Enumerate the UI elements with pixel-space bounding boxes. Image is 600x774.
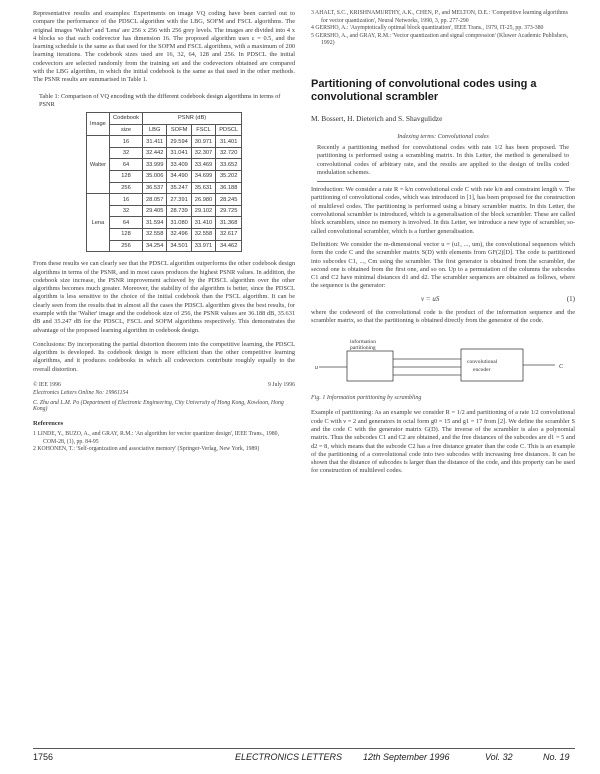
- size-cell: 16: [110, 136, 143, 148]
- size-cell: 32: [110, 205, 143, 217]
- reference-item: 3 AHALT, S.C., KRISHNAMURTHY, A.K., CHEN, P., and MELTON, D.E.: 'Competitive learning algorithms for vector quantization', Neural Networks, 1990, 3, pp. 277-290: [311, 10, 568, 24]
- left-column: [33, 10, 295, 454]
- value-cell: 32.442: [142, 147, 166, 159]
- reference-item: 1 LINDE, Y., BUZO, A., and GRAY, R.M.: 'An algorithm for vector quantizer design', IEEE Trans., 1980, COM-28, (1), pp. 84-95: [33, 431, 280, 445]
- value-cell: 32.307: [191, 147, 215, 159]
- issue-number: No. 19: [543, 752, 570, 762]
- image-name-lena: Lena: [86, 194, 109, 252]
- table-row: [86, 194, 241, 206]
- value-cell: 29.405: [142, 205, 166, 217]
- value-cell: 28.739: [167, 205, 191, 217]
- table-row: [86, 159, 241, 171]
- page-footer: [33, 748, 575, 763]
- abstract: Recently a partitioning method for convolutional codes with rate 1/2 has been proposed. The partitioning is performed using a scrambling matrix. In this Letter, the method is generalised to convolutional codes of arbitrary rate, and the results are applied to the design of trellis coded modulation schemes.: [317, 143, 569, 176]
- reference-item: 2 KOHONEN, T.: 'Self-organization and associative memory' (Springer-Verlag, New York, 1989): [33, 446, 260, 453]
- value-cell: 36.537: [142, 182, 166, 194]
- size-cell: 256: [110, 182, 143, 194]
- size-cell: 64: [110, 217, 143, 229]
- col-fscl: FSCL: [191, 124, 215, 136]
- reference-item: 4 GERSHO, A.: 'Asymptotically optimal block quantization', IEEE Trans., 1979, IT-25, pp. 373-380: [311, 25, 544, 32]
- fig-label-encoder: encoder: [473, 367, 491, 374]
- received-date: 9 July 1996: [267, 382, 295, 389]
- size-cell: 256: [110, 240, 143, 252]
- psnr-table: [86, 112, 242, 252]
- value-cell: 32.720: [216, 147, 242, 159]
- table-row: [86, 240, 241, 252]
- page-number: 1756: [33, 752, 54, 762]
- fig-label-information: information: [350, 339, 376, 346]
- value-cell: 29.725: [216, 205, 242, 217]
- value-cell: 35.631: [191, 182, 215, 194]
- table-row: [86, 182, 241, 194]
- table-row: [86, 136, 241, 148]
- equation-paragraph: where the codeword of the convolutional code is the product of the information sequence and the scrambler matrix, so that the partitioning is obtained directly from the generator of the code.: [311, 308, 575, 325]
- size-cell: 128: [110, 229, 143, 241]
- value-cell: 32.558: [191, 229, 215, 241]
- affiliation: C. Zhu and L.M. Po (Department of Electronic Engineering, City University of Hong Kong, Kowloon, Hong Kong): [33, 400, 284, 413]
- size-cell: 64: [110, 159, 143, 171]
- conclusions-paragraph: Conclusions: By incorporating the partial distortion theorem into the competitive learning, the PDSCL algorithm is developed. Its codebook design is more efficient than the other competitive learning algorithms, and it produces codebooks in which all codevectors contribute roughly equally to the overall distortion.: [33, 340, 295, 373]
- table-subheader-row: [86, 124, 241, 136]
- col-sofm: SOFM: [167, 124, 191, 136]
- value-cell: 27.391: [167, 194, 191, 206]
- value-cell: 31.411: [142, 136, 166, 148]
- example-paragraph: Example of partitioning: As an example we consider R = 1/2 and partitioning of a rate 1/2 convolutional code C with ν = 2 and generators in octal form g0 = 15 and g1 = 17 from [2]. We define the scrambler S and the code C with the generator matrix G(D). The inverse of the scrambler is also a polynomial matrix. Thus the subcodes C1 and C2 are obtained, and the free distances of the subcodes are d1 = 5 and d2 = 8, which means that the subcode C2 has a free distance greater than the code C. This is an example of the partitioning of a convolutional code into two subcodes with increasing free distances. It can be shown that the distance of subcodes is larger than the distance of the code, and this property can be used for construction of multilevel codes.: [311, 409, 575, 475]
- value-cell: 33.971: [191, 240, 215, 252]
- value-cell: 33.652: [216, 159, 242, 171]
- value-cell: 32.496: [167, 229, 191, 241]
- table-row: [86, 217, 241, 229]
- issue-date: 12th September 1996: [363, 752, 450, 762]
- value-cell: 34.501: [167, 240, 191, 252]
- value-cell: 35.202: [216, 171, 242, 183]
- value-cell: 29.102: [191, 205, 215, 217]
- introduction-paragraph: Introduction: We consider a rate R = k/n convolutional code C with rate k/n and constraint length ν. The partitioning of convolutional codes, which was introduced in [1], has been proposed for the construction of multilevel codes. The partitioning is performed using a binary scrambler matrix. In this Letter, the convolutional scrambler is introduced, which is a generalisation of the block scrambler. These are called block scramblers, since no memory is involved. In this Letter, we introduce a new type of scrambler, so-called convolutional scrambler, which is a further generalisation.: [311, 186, 575, 235]
- references-heading: References: [33, 420, 64, 428]
- right-column: [311, 10, 575, 476]
- value-cell: 31.041: [167, 147, 191, 159]
- online-number: Electronics Letters Online No: 19961154: [33, 390, 129, 397]
- fig-label-u: u: [315, 365, 318, 372]
- information-box: [347, 351, 393, 381]
- table-row: [86, 171, 241, 183]
- equation-expression: v = uS: [421, 294, 440, 303]
- header-psnr: PSNR (dB): [142, 113, 241, 125]
- value-cell: 33.999: [142, 159, 166, 171]
- value-cell: 31.368: [216, 217, 242, 229]
- value-cell: 30.971: [191, 136, 215, 148]
- value-cell: 31.410: [191, 217, 215, 229]
- value-cell: 34.462: [216, 240, 242, 252]
- table-header-row: [86, 113, 241, 125]
- header-size: size: [110, 124, 143, 136]
- value-cell: 28.057: [142, 194, 166, 206]
- volume: Vol. 32: [485, 752, 513, 762]
- value-cell: 35.247: [167, 182, 191, 194]
- journal-name: ELECTRONICS LETTERS: [235, 752, 343, 762]
- table-row: [86, 147, 241, 159]
- value-cell: 36.188: [216, 182, 242, 194]
- definition-paragraph: Definition: We consider the m-dimensional vector u = (u1, ..., um), the convolutional sequences which form the code C and the scrambler matrix S(D) with elements from GF(2)[D]. The code is partitioned into subcodes C1, ..., Cm using the scrambler. The first generator is obtained from the scrambler, the second one is obtained from the first one, and so on. Up to a permutation of the columns the subcodes C1 and C2 have minimal distances d1 and d2. The scrambler sequences are obtained as follows, where the sequence is the generator:: [311, 240, 575, 290]
- image-name-walter: Walter: [86, 136, 109, 194]
- scrambler-figure: [311, 331, 575, 393]
- intro-paragraph: Representative results and examples: Experiments on image VQ coding have been carried out to compare the performance of the PDSCL algorithm with the LBG, SOFM and FSCL algorithms. The original images 'Walter' and 'Lena' are 256 x 256 with 256 grey levels. The images are divided into 4 x 4 blocks so that each codevector has dimension 16. The proposed algorithm uses ε = 0.5, and the learning schedule is the same as that used for the SOFM and FSCL algorithms, with a maximum of 200 learning iterations. The codebook sizes used are 16, 32, 64, 128 and 256. In PDSCL the initial codevectors are selected randomly from the training set and the codevectors obtained are compared with the LBG algorithm, in which the initial codebook is the same as that used in the other methods. The PSNR results are summarised in Table 1.: [33, 10, 295, 84]
- size-cell: 128: [110, 171, 143, 183]
- value-cell: 26.980: [191, 194, 215, 206]
- encoder-box: [461, 349, 523, 381]
- col-lbg: LBG: [142, 124, 166, 136]
- value-cell: 33.469: [191, 159, 215, 171]
- table-row: [86, 205, 241, 217]
- authors: M. Bossert, H. Dieterich and S. Shavgulidze: [311, 113, 443, 123]
- table-row: [86, 229, 241, 241]
- equation-number: (1): [566, 294, 575, 303]
- value-cell: 33.409: [167, 159, 191, 171]
- signature-line: [33, 382, 295, 390]
- value-cell: 34.490: [167, 171, 191, 183]
- value-cell: 32.558: [142, 229, 166, 241]
- indexing-terms: Indexing terms: Convolutional codes: [397, 132, 489, 140]
- col-pdscl: PDSCL: [216, 124, 242, 136]
- value-cell: 35.006: [142, 171, 166, 183]
- results-paragraph: From these results we can clearly see that the PDSCL algorithm outperforms the other codebook design algorithms in terms of the PSNR, and in most cases produces the highest PSNR values. In addition, the codebook size increase, the PSNR improvement achieved by the PDSCL algorithm over the other algorithms becomes much greater. Moreover, the stability of the algorithm is better, since the PDSCL algorithm is less sensitive to the choice of the initial codebook than the FSCL algorithm. It can be clearly seen from the results that in almost all the cases the PDSCL algorithm gives the best results, for example with the 'Walter' image and the codebook size of 256, the PSNR values are 36.188 dB, 35.631 dB and 35.247 dB for the PDSCL, FSCL and SOFM algorithms respectively. This demonstrates the advantage of the proposed learning algorithm in codebook design.: [33, 260, 295, 334]
- header-codebook: Codebook: [110, 113, 143, 125]
- abstract-divider: [317, 181, 569, 182]
- value-cell: 31.401: [216, 136, 242, 148]
- copyright: © IEE 1996: [33, 382, 61, 389]
- value-cell: 34.254: [142, 240, 166, 252]
- figure-caption: Fig. 1 Information partitioning by scrambling: [311, 395, 422, 402]
- size-cell: 32: [110, 147, 143, 159]
- value-cell: 28.245: [216, 194, 242, 206]
- article-title: Partitioning of convolutional codes using a convolutional scrambler: [311, 77, 537, 103]
- equation-1: [311, 295, 575, 305]
- value-cell: 31.080: [167, 217, 191, 229]
- fig-label-convolutional: convolutional: [467, 359, 498, 366]
- table-caption: Table 1: Comparison of VQ encoding with the different codebook design algorithms in terms of PSNR: [39, 92, 281, 108]
- size-cell: 16: [110, 194, 143, 206]
- value-cell: 29.594: [167, 136, 191, 148]
- fig-label-c: C: [559, 364, 564, 371]
- reference-item: 5 GERSHO, A., and GRAY, R.M.: 'Vector quantization and signal compression' (Kluwer Academic Publishers, 1992): [311, 32, 569, 47]
- value-cell: 34.699: [191, 171, 215, 183]
- value-cell: 31.594: [142, 217, 166, 229]
- value-cell: 32.617: [216, 229, 242, 241]
- fig-label-partitioning: partitioning: [350, 345, 376, 352]
- header-image: Image: [86, 113, 109, 136]
